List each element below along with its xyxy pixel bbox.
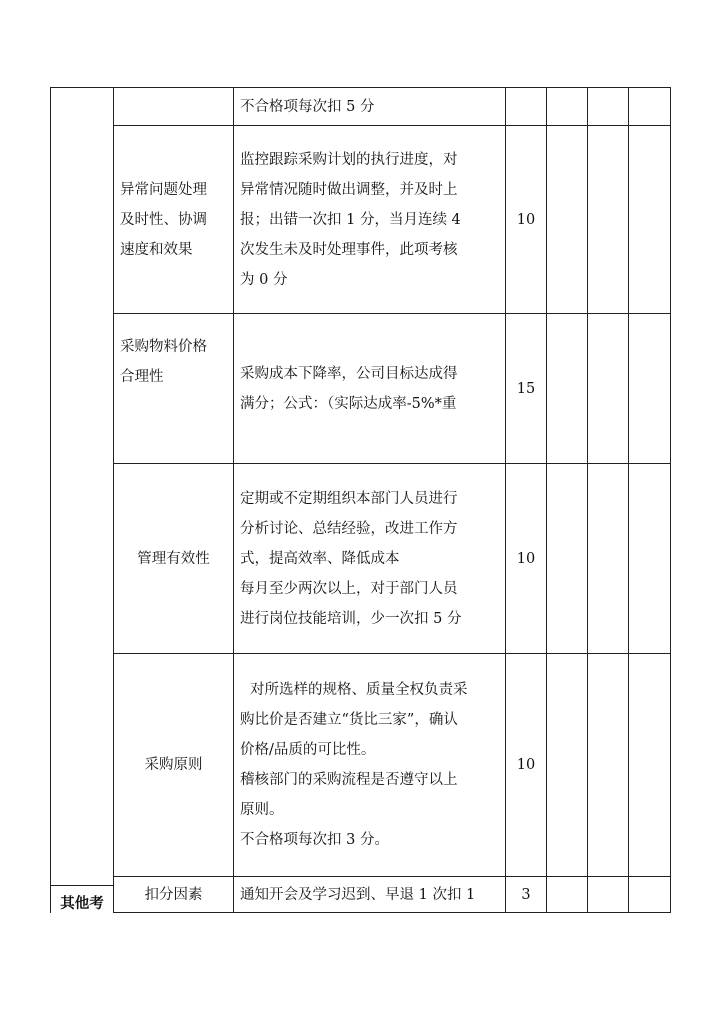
blank-cell <box>547 314 588 464</box>
item-cell: 管理有效性 <box>114 464 234 654</box>
blank-cell <box>588 464 629 654</box>
blank-cell <box>588 877 629 913</box>
blank-cell <box>588 88 629 126</box>
score-cell <box>506 88 547 126</box>
assessment-table <box>50 87 671 913</box>
blank-cell <box>547 464 588 654</box>
table-row <box>51 464 671 654</box>
blank-cell <box>629 126 671 314</box>
table-row <box>51 314 671 464</box>
item-cell: 扣分因素 <box>114 877 234 913</box>
blank-cell <box>588 314 629 464</box>
score-cell: 10 <box>506 126 547 314</box>
table-row <box>51 877 671 913</box>
blank-cell <box>547 877 588 913</box>
blank-cell <box>547 654 588 877</box>
blank-cell <box>547 88 588 126</box>
item-cell: 采购物料价格 合理性 <box>114 314 234 464</box>
criteria-cell: 定期或不定期组织本部门人员进行 分析讨论、总结经验，改进工作方 式，提高效率、降低成本 每月至少两次以上，对于部门人员 进行岗位技能培训，少一次扣 5 分 <box>234 464 506 654</box>
blank-cell <box>547 126 588 314</box>
table-row <box>51 88 671 126</box>
criteria-cell: 采购成本下降率，公司目标达成得 满分；公式：（实际达成率-5%*重 <box>234 314 506 464</box>
blank-cell <box>629 654 671 877</box>
table-row <box>51 654 671 877</box>
score-cell: 3 <box>506 877 547 913</box>
category-cell <box>51 88 114 913</box>
item-cell: 采购原则 <box>114 654 234 877</box>
score-cell: 10 <box>506 654 547 877</box>
criteria-cell: 监控跟踪采购计划的执行进度，对 异常情况随时做出调整，并及时上 报；出错一次扣 1 分，当月连续 4 次发生未及时处理事件，此项考核 为 0 分 <box>234 126 506 314</box>
item-cell: 异常问题处理 及时性、协调 速度和效果 <box>114 126 234 314</box>
blank-cell <box>588 654 629 877</box>
table-row <box>51 126 671 314</box>
criteria-cell: 不合格项每次扣 5 分 <box>234 88 506 126</box>
score-cell: 10 <box>506 464 547 654</box>
score-cell: 15 <box>506 314 547 464</box>
blank-cell <box>588 126 629 314</box>
blank-cell <box>629 464 671 654</box>
blank-cell <box>629 877 671 913</box>
blank-cell <box>629 88 671 126</box>
item-cell <box>114 88 234 126</box>
blank-cell <box>629 314 671 464</box>
category-label: 其他考 <box>51 885 113 921</box>
criteria-cell: 通知开会及学习迟到、早退 1 次扣 1 <box>234 877 506 913</box>
criteria-cell: 对所选样的规格、质量全权负责采 购比价是否建立“货比三家”，确认 价格/品质的可比性。 稽核部门的采购流程是否遵守以上 原则。 不合格项每次扣 3 分。 <box>234 654 506 877</box>
